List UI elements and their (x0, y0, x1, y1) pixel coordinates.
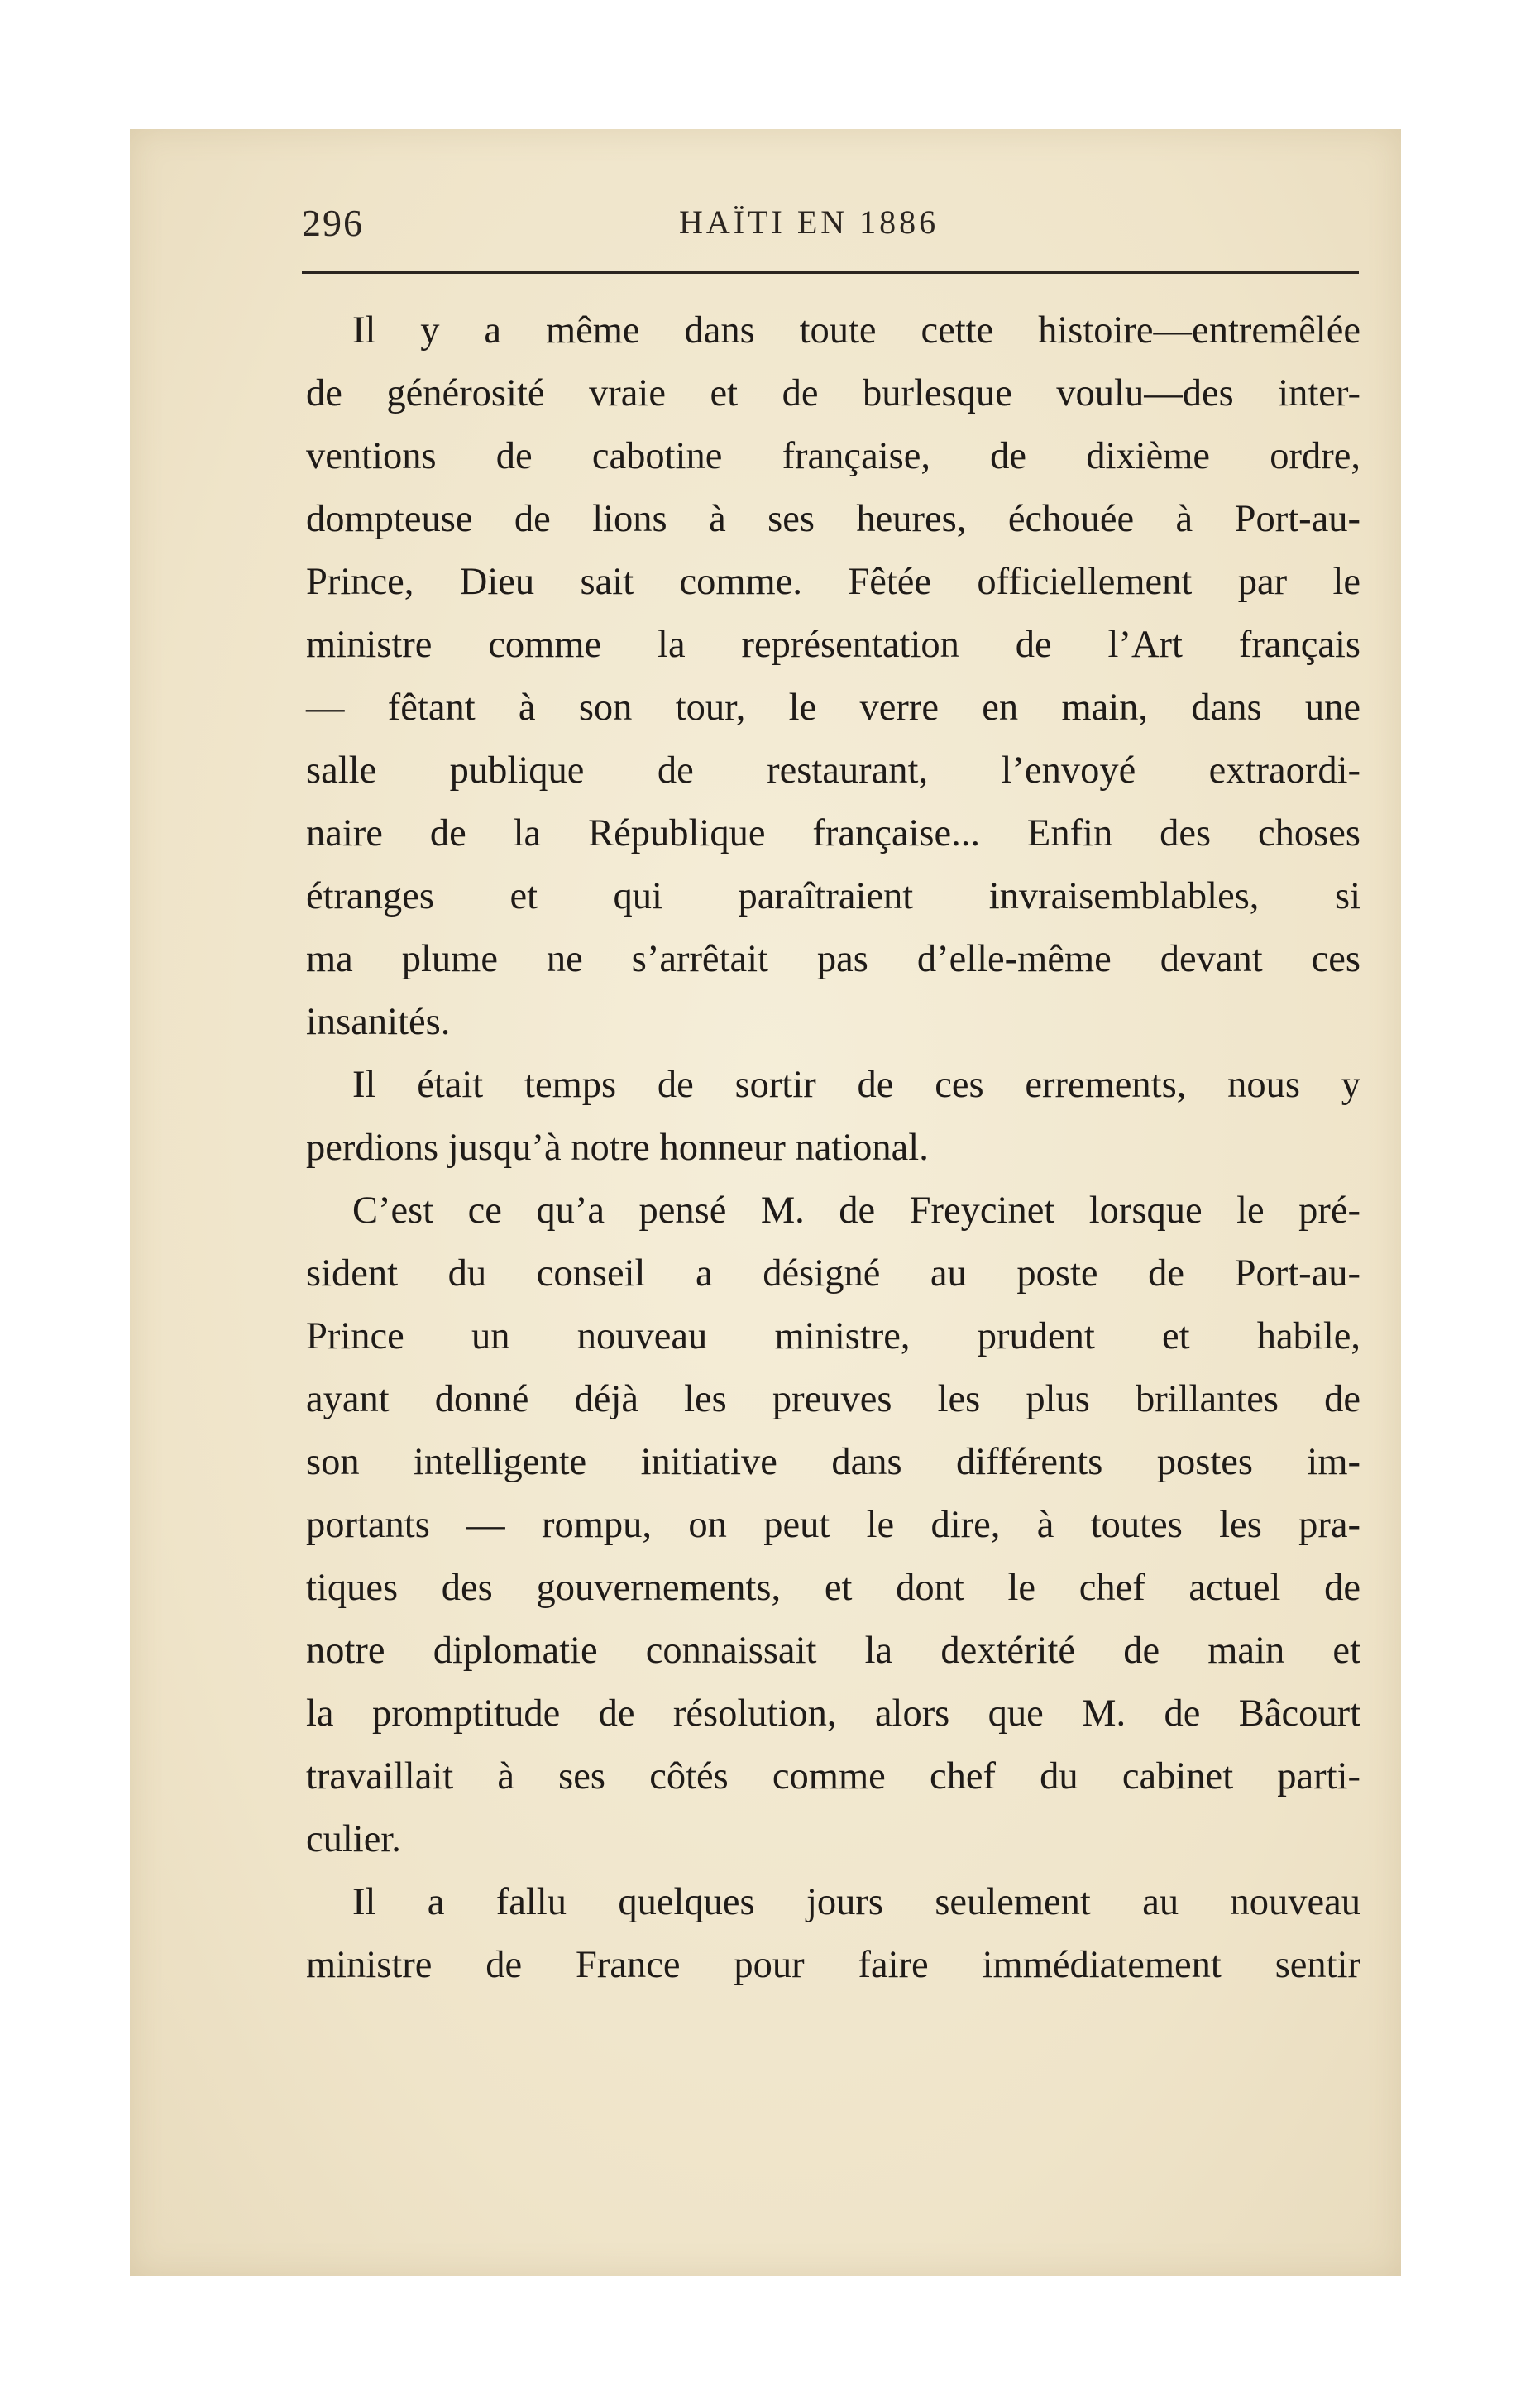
running-title: HAÏTI EN 1886 (679, 203, 940, 241)
text-line: C’est ce qu’a pensé M. de Freycinet lorsque le pré- (352, 1190, 1360, 1232)
text-line: Prince un nouveau ministre, prudent et habile, (306, 1315, 1360, 1357)
text-line: ventions de cabotine française, de dixième ordre, (306, 435, 1360, 477)
header-rule (302, 271, 1359, 274)
text-line: sident du conseil a désigné au poste de Port-au- (306, 1252, 1360, 1295)
text-line: culier. (306, 1818, 401, 1860)
text-line: Il a fallu quelques jours seulement au nouveau (352, 1881, 1360, 1923)
text-line: perdions jusqu’à notre honneur national. (306, 1127, 929, 1169)
body-text (306, 299, 1360, 1997)
text-line: ayant donné déjà les preuves les plus brillantes de (306, 1378, 1360, 1420)
text-line: dompteuse de lions à ses heures, échouée à Port-au- (306, 498, 1360, 540)
text-line: insanités. (306, 1001, 451, 1043)
text-line: Il y a même dans toute cette histoire—entremêlée (352, 309, 1360, 352)
text-line: ministre de France pour faire immédiatement sentir (306, 1944, 1360, 1986)
text-line: tiques des gouvernements, et dont le chef actuel de (306, 1567, 1360, 1609)
text-line: travaillait à ses côtés comme chef du cabinet parti- (306, 1755, 1360, 1798)
text-line: son intelligente initiative dans différents postes im- (306, 1441, 1360, 1483)
text-line: étranges et qui paraîtraient invraisemblables, si (306, 875, 1360, 917)
text-line: Prince, Dieu sait comme. Fêtée officiellement par le (306, 561, 1360, 603)
text-line: — fêtant à son tour, le verre en main, dans une (306, 687, 1360, 729)
text-line: notre diplomatie connaissait la dextérité de main et (306, 1630, 1360, 1672)
text-line: de générosité vraie et de burlesque voulu—des inter- (306, 372, 1360, 414)
text-line: portants — rompu, on peut le dire, à toutes les pra- (306, 1504, 1360, 1546)
page-header (176, 201, 1359, 259)
text-line: ma plume ne s’arrêtait pas d’elle-même devant ces (306, 938, 1360, 980)
text-line: la promptitude de résolution, alors que M. de Bâcourt (306, 1692, 1360, 1735)
page-number: 296 (302, 202, 364, 244)
text-line: ministre comme la représentation de l’Art français (306, 624, 1360, 666)
text-line: naire de la République française... Enfin des choses (306, 812, 1360, 855)
text-line: salle publique de restaurant, l’envoyé extraordi- (306, 749, 1360, 792)
text-line: Il était temps de sortir de ces errements, nous y (352, 1064, 1360, 1106)
